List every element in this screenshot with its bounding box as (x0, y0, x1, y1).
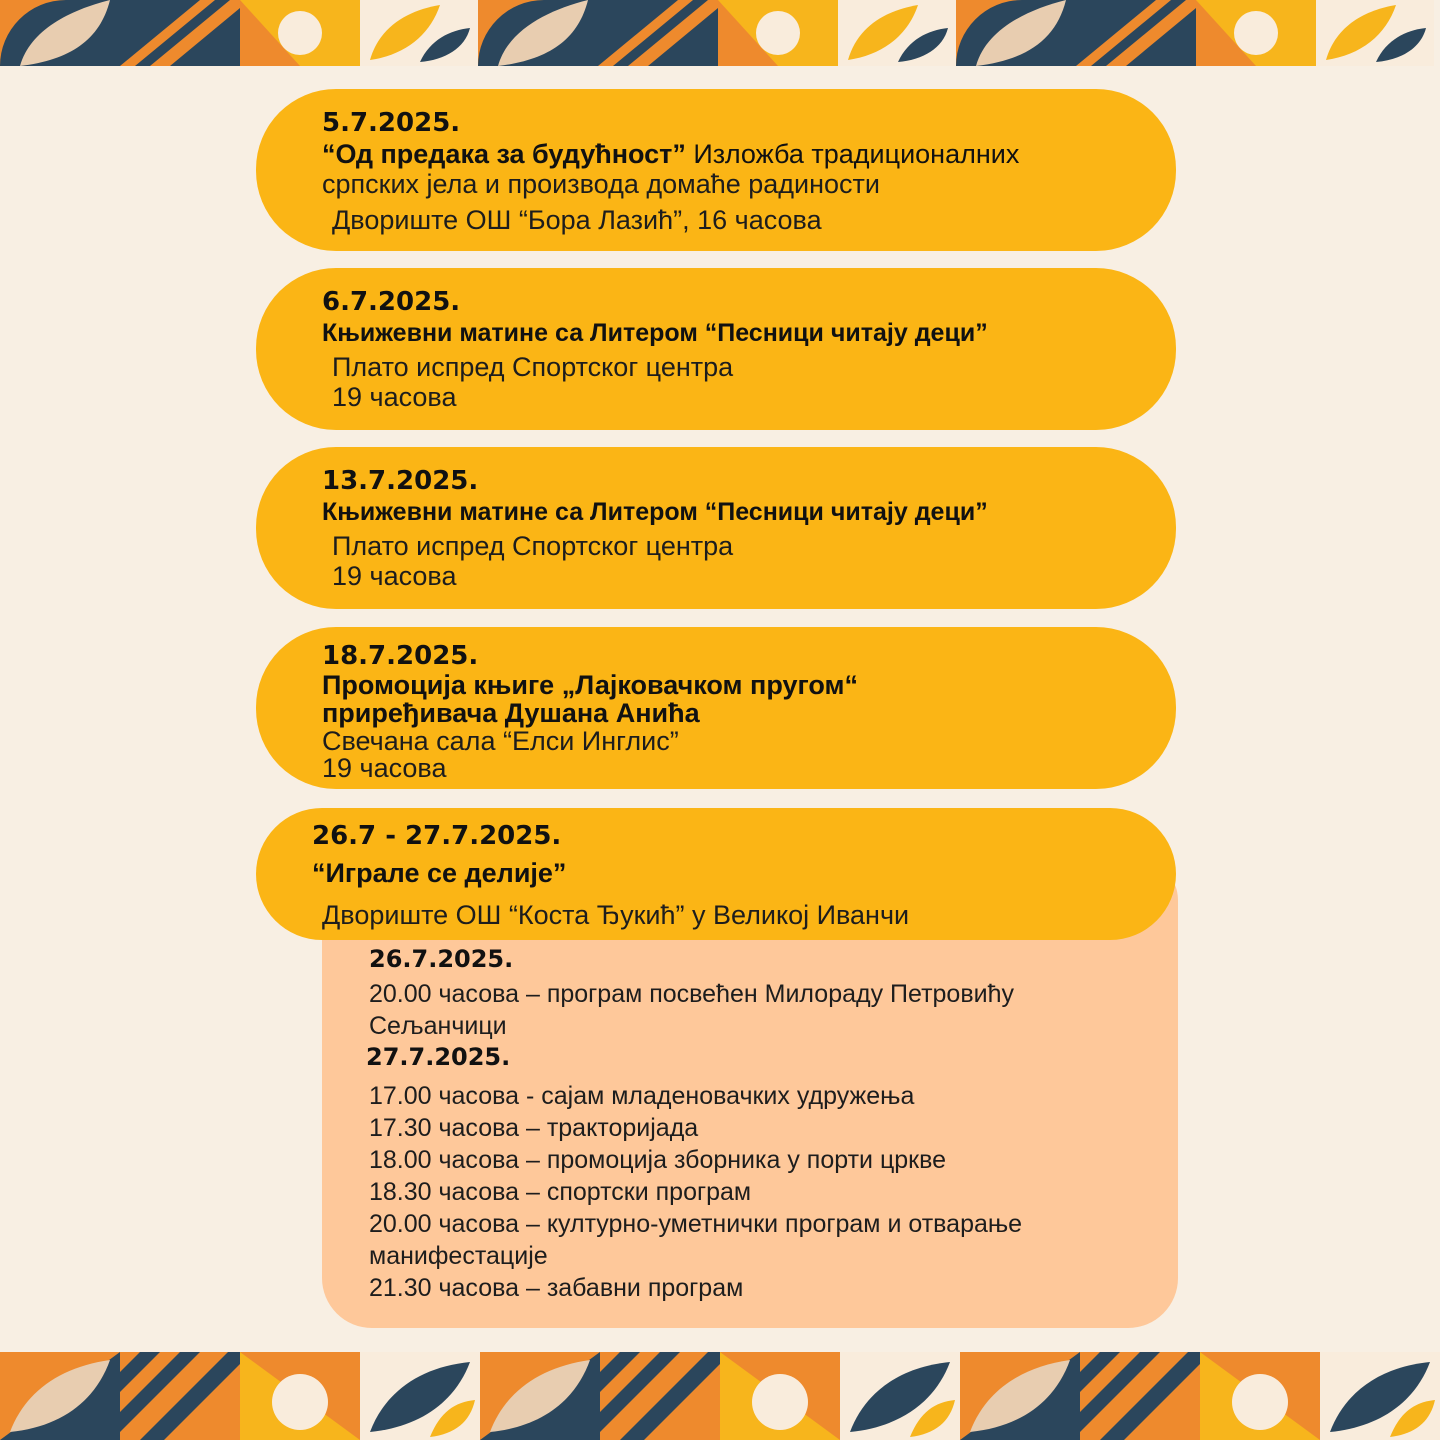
event-card (256, 627, 1176, 789)
event-card (256, 89, 1176, 251)
event-title-description: Изложба традиционалних (685, 139, 1020, 169)
event-date: 18.7.2025. (322, 641, 479, 671)
geometric-pattern-top (0, 0, 1440, 66)
event-title: “Играле се делије” (312, 858, 567, 888)
schedule-item: Сељанчици (369, 1012, 507, 1040)
schedule-item: манифестације (369, 1242, 548, 1270)
event-date: 6.7.2025. (322, 287, 461, 317)
event-date: 26.7 - 27.7.2025. (312, 821, 562, 851)
event-date: 13.7.2025. (322, 466, 479, 496)
event-title: Промоција књиге „Лајковачком пругом“ (322, 670, 858, 700)
event-time: 19 часова (322, 753, 447, 783)
event-location: Плато испред Спортског центра (332, 531, 734, 561)
event-location-time: Двориште ОШ “Бора Лазић”, 16 часова (332, 205, 822, 235)
event-title-line2: приређивача Душана Анића (322, 698, 700, 728)
schedule-item: 17.00 часова - сајам младеновачких удружења (369, 1082, 915, 1110)
geometric-pattern-bottom (0, 1352, 1440, 1440)
schedule-item: 20.00 часова – културно-уметнички програм и отварање (369, 1210, 1023, 1238)
festival-day-date: 26.7.2025. (369, 945, 514, 973)
event-date: 5.7.2025. (322, 108, 461, 138)
event-card (256, 268, 1176, 430)
event-title: Књижевни матине са Литером “Песници читају деци” (322, 319, 988, 347)
schedule-item: 21.30 часова – забавни програм (369, 1274, 744, 1302)
schedule-item: 18.00 часова – промоција зборника у порти цркве (369, 1146, 947, 1174)
schedule-item: 20.00 часова – програм посвећен Милораду Петровићу (369, 980, 1014, 1008)
event-card (256, 447, 1176, 609)
bottom-pattern-band (0, 1352, 1440, 1440)
event-time: 19 часова (332, 561, 457, 591)
event-location: Плато испред Спортског центра (332, 352, 734, 382)
event-title-quote: “Од предака за будућност” (322, 139, 686, 169)
event-card-festival (256, 808, 1176, 940)
event-title: Књижевни матине са Литером “Песници читају деци” (322, 498, 988, 526)
festival-day-date: 27.7.2025. (366, 1043, 511, 1071)
event-description: српских јела и производа домаће радиности (322, 169, 880, 199)
event-title (322, 139, 1156, 169)
event-location: Двориште ОШ “Коста Ђукић” у Великој Иванчи (322, 900, 910, 930)
schedule-item: 17.30 часова – тракторијада (369, 1114, 699, 1142)
event-location: Свечана сала “Елси Инглис” (322, 726, 679, 756)
schedule-item: 18.30 часова – спортски програм (369, 1178, 752, 1206)
top-pattern-band (0, 0, 1440, 66)
event-time: 19 часова (332, 382, 457, 412)
